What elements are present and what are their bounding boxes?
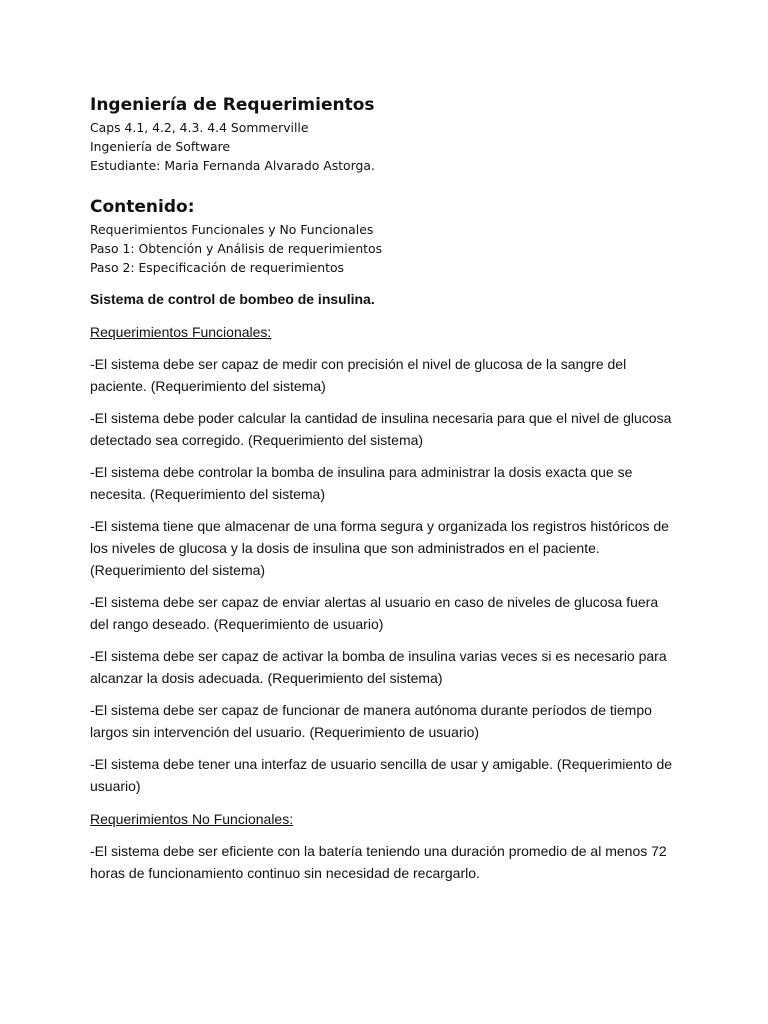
document-page <box>90 92 680 884</box>
functional-requirement: -El sistema debe ser capaz de activar la bomba de insulina varias veces si es necesario para alcanzar la dosis adecuada. (Requerimiento del sistema) <box>90 648 667 686</box>
document-title: Ingeniería de Requerimientos <box>90 95 375 115</box>
contents-heading-text: Contenido <box>90 197 188 217</box>
contents-item: Requerimientos Funcionales y No Funcionales <box>90 222 374 237</box>
functional-requirement: -El sistema debe tener una interfaz de usuario sencilla de usar y amigable. (Requerimiento de usuario) <box>90 756 673 794</box>
student-line: Estudiante: Maria Fernanda Alvarado Astorga. <box>90 158 375 173</box>
functional-heading: Requerimientos Funcionales: <box>90 324 272 340</box>
functional-requirement: -El sistema debe ser capaz de funcionar de manera autónoma durante períodos de tiempo largos sin intervención del usuario. (Requerimiento de usuario) <box>90 702 652 740</box>
contents-heading <box>90 194 680 220</box>
chapters-line: Caps 4.1, 4.2, 4.3. 4.4 Sommerville <box>90 120 309 135</box>
contents-heading-colon: : <box>187 197 195 217</box>
functional-requirement: -El sistema debe ser capaz de medir con precisión el nivel de glucosa de la sangre del paciente. (Requerimiento del sistema) <box>90 356 627 394</box>
non-functional-requirement: -El sistema debe ser eficiente con la batería teniendo una duración promedio de al menos 72 horas de funcionamiento continuo sin necesidad de recargarlo. <box>90 843 667 881</box>
contents-list <box>90 220 680 277</box>
contents-item: Paso 2: Especificación de requerimientos <box>90 260 344 275</box>
course-line: Ingeniería de Software <box>90 139 231 154</box>
non-functional-heading: Requerimientos No Funcionales: <box>90 811 294 827</box>
functional-requirement: -El sistema debe poder calcular la cantidad de insulina necesaria para que el nivel de glucosa detectado sea corregido. (Requerimiento del sistema) <box>90 410 672 448</box>
contents-item: Paso 1: Obtención y Análisis de requerimientos <box>90 241 383 256</box>
functional-requirement: -El sistema tiene que almacenar de una forma segura y organizada los registros históricos de los niveles de glucosa y la dosis de insulina que son administrados en el paciente. (Requerimiento del sistema) <box>90 518 669 578</box>
functional-requirement: -El sistema debe controlar la bomba de insulina para administrar la dosis exacta que se necesita. (Requerimiento del sistema) <box>90 464 633 502</box>
functional-requirement: -El sistema debe ser capaz de enviar alertas al usuario en caso de niveles de glucosa fuera del rango deseado. (Requerimiento de usuario) <box>90 594 659 632</box>
system-title: Sistema de control de bombeo de insulina. <box>90 291 375 307</box>
